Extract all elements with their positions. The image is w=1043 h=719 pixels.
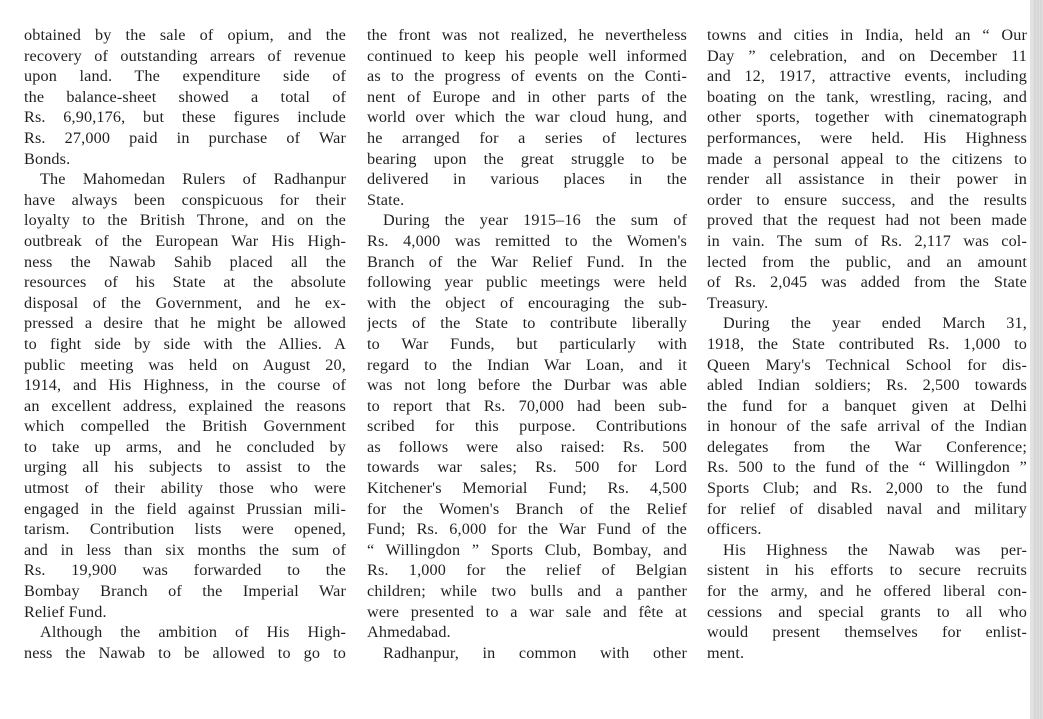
text-line: outbreak of the European War His High- <box>24 231 346 250</box>
text-line: Branch of the War Relief Fund. In the <box>367 252 687 271</box>
text-line: was not long before the Durbar was able <box>367 376 687 395</box>
text-line: Rs. 6,90,176, but these figures include <box>24 108 346 127</box>
text-line: recovery of outstanding arrears of revenue <box>24 46 346 65</box>
text-line: During the year ended March 31, <box>723 314 1027 333</box>
text-line: ness the Nawab to be allowed to go to <box>24 643 346 662</box>
text-line: upon land. The expenditure side of <box>24 67 346 86</box>
text-line: public meeting was held on August 20, <box>24 355 346 374</box>
text-line: were presented to a war sale and fête at <box>367 602 687 621</box>
text-line: Bombay Branch of the Imperial War <box>24 582 346 601</box>
text-line: 1918, the State contributed Rs. 1,000 to <box>707 334 1027 353</box>
text-line: During the year 1915–16 the sum of <box>383 211 687 230</box>
text-line: disposal of the Government, and he ex- <box>24 293 346 312</box>
text-line: Radhanpur, in common with other <box>383 643 687 662</box>
text-line: the balance-sheet showed a total of <box>24 87 346 106</box>
text-line: Relief Fund. <box>24 602 107 621</box>
text-line: engaged in the field against Prussian mili- <box>24 499 346 518</box>
text-line: Queen Mary's Technical School for dis- <box>707 355 1027 374</box>
text-line: 1914, and His Highness, in the course of <box>24 376 346 395</box>
text-line: as follows were also raised: Rs. 500 <box>367 437 687 456</box>
text-line: order to ensure success, and the results <box>707 190 1027 209</box>
text-line: Rs. 1,000 for the relief of Belgian <box>367 561 687 580</box>
text-line: to report that Rs. 70,000 had been sub- <box>367 396 687 415</box>
text-line: would present themselves for enlist- <box>707 623 1027 642</box>
text-line: Rs. 27,000 paid in purchase of War <box>24 128 346 147</box>
text-line: for the army, and he offered liberal con- <box>707 582 1027 601</box>
text-line: bearing upon the great struggle to be <box>367 149 687 168</box>
text-line: Treasury. <box>707 293 769 312</box>
text-line: abled Indian soldiers; Rs. 2,500 towards <box>707 376 1027 395</box>
text-line: for the Women's Branch of the Relief <box>367 499 687 518</box>
text-line: Kitchener's Memorial Fund; Rs. 4,500 <box>367 479 687 498</box>
text-line: an excellent address, explained the reasons <box>24 396 346 415</box>
text-line: utmost of their ability those who were <box>24 479 346 498</box>
text-line: boating on the tank, wrestling, racing, and <box>707 87 1027 106</box>
text-line: towards war sales; Rs. 500 for Lord <box>367 458 687 477</box>
text-line: world over which the war cloud hung, and <box>367 108 687 127</box>
text-line: the fund for a banquet given at Delhi <box>707 396 1027 415</box>
text-line: continued to keep his people well informed <box>367 46 687 65</box>
text-line: to take up arms, and he concluded by <box>24 437 346 456</box>
text-line: which compelled the British Government <box>24 417 346 436</box>
text-line: Fund; Rs. 6,000 for the War Fund of the <box>367 520 687 539</box>
text-line: delivered in various places in the <box>367 170 687 189</box>
text-line: Bonds. <box>24 149 71 168</box>
text-line: children; while two bulls and a panther <box>367 582 687 601</box>
text-line: lected from the public, and an amount <box>707 252 1027 271</box>
book-page-edges <box>1033 0 1043 719</box>
text-line: and 12, 1917, attractive events, including <box>707 67 1027 86</box>
text-line: Rs. 4,000 was remitted to the Women's <box>367 231 687 250</box>
text-line: Sports Club; and Rs. 2,000 to the fund <box>707 479 1027 498</box>
text-line: render all assistance in their power in <box>707 170 1027 189</box>
text-line: to fight side by side with the Allies. A <box>24 334 346 353</box>
text-line: obtained by the sale of opium, and the <box>24 26 346 44</box>
text-line: delegates from the War Conference; <box>707 437 1027 456</box>
text-line: with the object of encouraging the sub- <box>367 293 687 312</box>
text-line: in honour of the safe arrival of the Indian <box>707 417 1027 436</box>
text-column-1 <box>24 25 346 663</box>
text-column-2 <box>367 25 687 663</box>
text-line: performances, were held. His Highness <box>707 128 1027 147</box>
text-line: towns and cities in India, held an “ Our <box>707 26 1027 44</box>
text-line: made a personal appeal to the citizens to <box>707 149 1027 168</box>
text-line: resources of his State at the absolute <box>24 273 346 292</box>
text-line: and in less than six months the sum of <box>24 540 346 559</box>
text-line: the front was not realized, he nevertheless <box>367 26 687 44</box>
text-line: Although the ambition of His High- <box>40 623 346 642</box>
text-line: to War Funds, but particularly with <box>367 334 687 353</box>
text-line: Ahmedabad. <box>367 623 451 642</box>
text-line: cessions and special grants to all who <box>707 602 1027 621</box>
text-line: of Rs. 2,045 was added from the State <box>707 273 1027 292</box>
text-line: Rs. 19,900 was forwarded to the <box>24 561 346 580</box>
text-line: Day ” celebration, and on December 11 <box>707 46 1027 65</box>
text-line: jects of the State to contribute liberally <box>367 314 687 333</box>
text-line: State. <box>367 190 405 209</box>
text-line: The Mahomedan Rulers of Radhanpur <box>40 170 346 189</box>
text-line: in vain. The sum of Rs. 2,117 was col- <box>707 231 1027 250</box>
text-line: proved that the request had not been made <box>707 211 1027 230</box>
text-line: he arranged for a series of lectures <box>367 128 687 147</box>
text-line: “ Willingdon ” Sports Club, Bombay, and <box>367 540 687 559</box>
text-line: for relief of disabled naval and military <box>707 499 1027 518</box>
text-line: loyalty to the British Throne, and on the <box>24 211 346 230</box>
text-line: nent of Europe and in other parts of the <box>367 87 687 106</box>
text-line: urging all his subjects to assist to the <box>24 458 346 477</box>
text-line: officers. <box>707 520 762 539</box>
text-line: as to the progress of events on the Conti- <box>367 67 687 86</box>
text-line: regard to the Indian War Loan, and it <box>367 355 687 374</box>
text-line: other sports, together with cinematograph <box>707 108 1027 127</box>
text-line: following year public meetings were held <box>367 273 687 292</box>
text-line: sistent in his efforts to secure recruits <box>707 561 1027 580</box>
text-line: Rs. 500 to the fund of the “ Willingdon ” <box>707 458 1027 477</box>
text-line: His Highness the Nawab was per- <box>723 540 1027 559</box>
text-line: pressed a desire that he might be allowed <box>24 314 346 333</box>
text-line: tarism. Contribution lists were opened, <box>24 520 346 539</box>
text-column-3 <box>707 25 1027 663</box>
text-line: scribed for this purpose. Contributions <box>367 417 687 436</box>
text-line: ness the Nawab Sahib placed all the <box>24 252 346 271</box>
text-line: have always been conspicuous for their <box>24 190 346 209</box>
text-line: ment. <box>707 643 745 662</box>
